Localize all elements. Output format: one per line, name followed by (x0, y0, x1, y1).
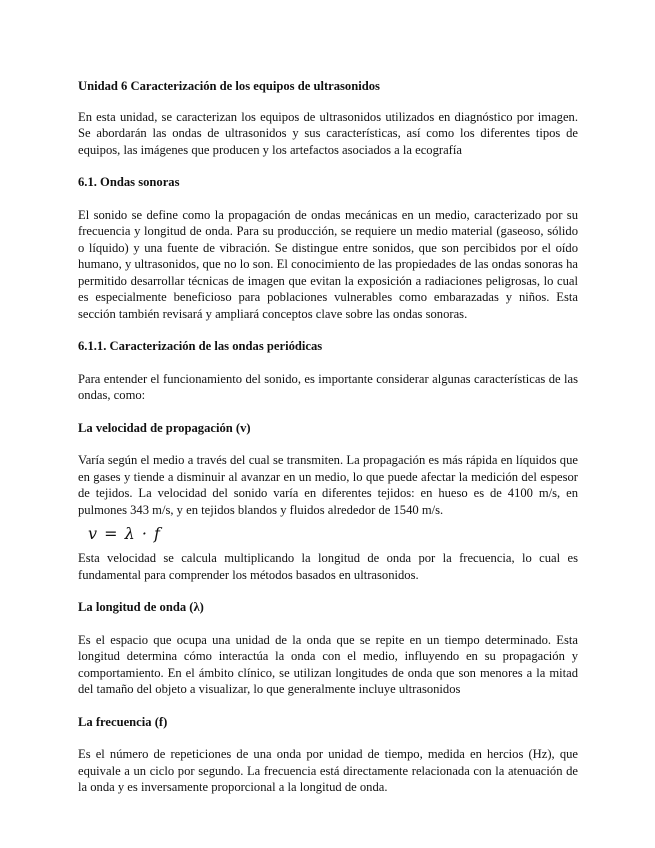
velocity-formula: v = λ · f (88, 524, 161, 543)
intro-paragraph: En esta unidad, se caracterizan los equipos de ultrasonidos utilizados en diagnóstico por imagen. Se abordarán las ondas de ultrasonidos y sus características, así como los diferentes tipos de equipos, las imágenes que producen y los artefactos asociados a la ecografía (78, 109, 578, 157)
document-page (78, 78, 578, 796)
velocidad-after-formula-paragraph: Esta velocidad se calcula multiplicando la longitud de onda por la frecuencia, lo cual es fundamental para comprender los métodos basados en ultrasonidos. (78, 551, 578, 582)
longitud-paragraph: Es el espacio que ocupa una unidad de la onda que se repite en un tiempo determinado. Esta longitud determina cómo interactúa la onda con el medio, influyendo en su propagación y comportamiento. En el ámbito clínico, se utilizan longitudes de onda que son menores a la mitad del tamaño del objeto a visualizar, lo que generalmente incluye ultrasonidos (78, 632, 578, 696)
section-6-1-1-paragraph: Para entender el funcionamiento del sonido, es importante considerar algunas características de las ondas, como: (78, 371, 578, 402)
velocidad-heading: La velocidad de propagación (v) (78, 420, 251, 435)
section-6-1-heading: 6.1. Ondas sonoras (78, 175, 180, 189)
frecuencia-paragraph: Es el número de repeticiones de una onda por unidad de tiempo, medida en hercios (Hz), que equivale a un ciclo por segundo. La frecuencia está directamente relacionada con la atenuación de la onda y es inversamente proporcional a la longitud de onda. (78, 747, 578, 794)
velocidad-paragraph: Varía según el medio a través del cual se transmiten. La propagación es más rápida en líquidos que en gases y tiende a disminuir al avanzar en un medio, lo que puede afectar la medición del espesor de tejidos. La velocidad del sonido varía en diferentes tejidos: en hueso es de 4100 m/s, en pulmones 343 m/s, y en tejidos blandos y fluidos alrededor de 1540 m/s. (78, 453, 578, 517)
section-6-1-paragraph: El sonido se define como la propagación de ondas mecánicas en un medio, caracterizado por su frecuencia y longitud de onda. Para su producción, se requiere un medio material (gaseoso, sólido o líquido) y una fuente de vibración. Se distingue entre sonidos, que son percibidos por el oído humano, y ultrasonidos, que no lo son. El conocimiento de las propiedades de las ondas sonoras ha permitido desarrollar técnicas de imagen que evitan la exposición a radiaciones peligrosas, lo cual es especialmente beneficioso para poblaciones vulnerables como embarazadas y niños. Esta sección también revisará y ampliará conceptos clave sobre las ondas sonoras. (78, 207, 578, 321)
document-title: Unidad 6 Caracterización de los equipos de ultrasonidos (78, 79, 380, 93)
frecuencia-heading: La frecuencia (f) (78, 714, 168, 729)
section-6-1-1-heading: 6.1.1. Caracterización de las ondas periódicas (78, 339, 323, 353)
longitud-heading: La longitud de onda (λ) (78, 600, 204, 614)
